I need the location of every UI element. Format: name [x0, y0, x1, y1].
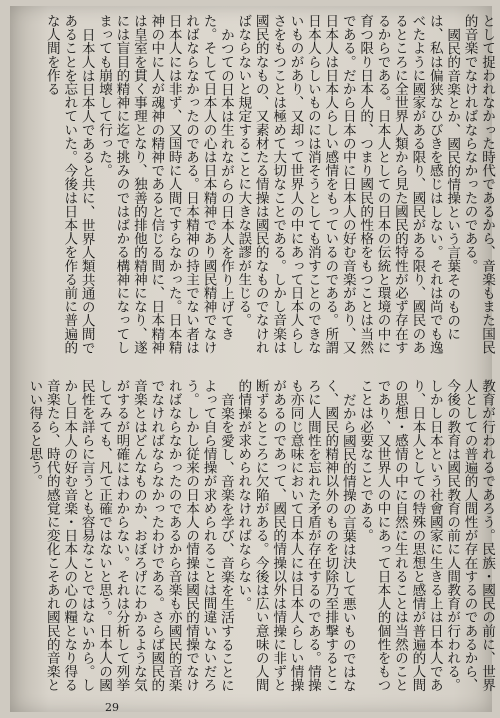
page-number: 29 — [105, 701, 119, 714]
paragraph: 國民的音楽とか、國民的情操という言葉そのものには、私は偏狭なひびきを感じはしない。それは尚でも逸べたように國家がある限り、國民がある限り、國民のあるところに全世界人類から見た國民的特性が必ず存在するからである。日本人としての日本の伝統と環境の中に育つ限り日本人的、つまり國民的性格をもつことは当然である。だから日本の中に日本人の好む音楽があり、又日本人は日本人らしい感情をもっているのである。所謂日本人らしいものには消そうとしても消すことのできないものがあり、又却って世界人の中にあって日本人らしさをもつことは極めて大切なことである。しかし音楽は國民的なもの、又素材たる情操は國民的なものでなければならないと規定することに大きな誤謬が生じる。 — [235, 14, 461, 354]
document-page — [10, 6, 495, 714]
paragraph: 音楽を愛し、音楽を学び、音楽を生活することによって自ら情操が求められることは間違いないだろう。しかし従来の日本人の情操は國民的情操でなければならなかったのであるから音楽も亦國民的音楽でなければならなかったわけである。さらば國民的音楽とはどんなものか、おぼろげにわかるような気がするが明確にはわからない。それは分析して列挙してみても、凡て正確ではないと思う。日本人の國民性を詳らに言うとも容易なことではないから。しかし日本人の好む音楽・日本人の心の糧となり得る音楽たら、時代的感覚に変化こそあれ國民的音楽といい得ると思う。 — [26, 379, 234, 692]
paragraph: として捉われなかった時代であるから、音楽もまた国民的音楽でなければならなかったのである。 — [461, 14, 495, 354]
paragraph: 教育が行われるであろう。民族・國民の前に、世界人としての普遍的人間性が存在するのであるから、今後の教育は國民教育の前に人間教育が行われる。しかし日本という社會國家に生きる上は日本人であり、日本人としての特殊の思想と感情が普遍的人間の思想・感情の中に自然に生れることは当然のことであり、又世界人の中にあって日本人的個性をもつことは必要なことである。 — [357, 379, 495, 692]
paragraph: だから國民的情操の言葉は決して悪いものではなく、國民的精神以外のものを切除乃至排撃するところに人間性を忘れた矛盾が存在するのである。情操も亦同じ意味において日本人には日本人らしい情操があるのであって、國民的情操以外は情操に非ずと断ずるところに欠陥がある。今後は広い意味の人間的情操が求められなければならない。 — [235, 379, 356, 692]
paragraph: 日本人は日本人であると共に、世界人類共通の人間であることを忘れていた。今後は日本人を作る前に普遍的な人間を作る — [43, 14, 95, 354]
paragraph: かつての日本は生れながらの日本人を作り上げてきた。そして日本人の心は日本精神であり國民精神でなければならなかったのである。日本精神の持主でない者は日本人には非ず、又国時に人間ですらなかった。日本精神の中に人が魂神の精神であると信じる間に、日本精神は皇室を貫く事理となり、独善的排他的精神になり、遂には盲目的精神に迄で挑みのではばかる構神になってしまっても崩壊して行った。 — [96, 14, 234, 354]
text-column-bottom — [26, 379, 495, 694]
text-column-top — [45, 14, 495, 359]
